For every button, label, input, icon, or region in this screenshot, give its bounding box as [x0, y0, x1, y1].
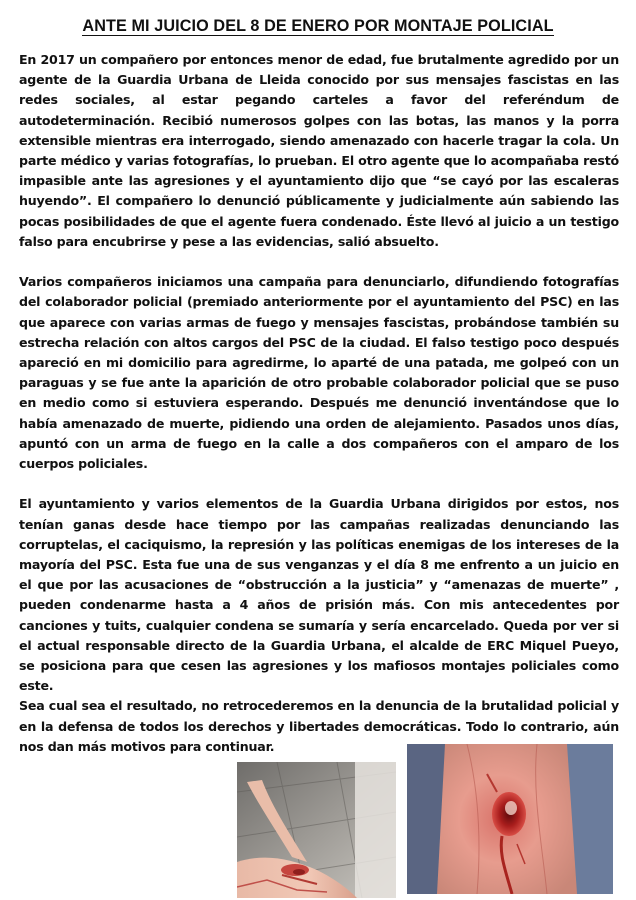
injury-photo-leg-image: [237, 762, 396, 898]
injury-photo-wound-closeup: [407, 744, 613, 894]
document-title: ANTE MI JUICIO DEL 8 DE ENERO POR MONTAJE POLICIAL: [82, 17, 554, 35]
paragraph-2: Varios compañeros iniciamos una campaña para denunciarlo, difundiendo fotografías del colaborador policial (premiado anteriormente por el ayuntamiento del PSC) en las que aparece con varias armas de fuego y mensajes fascistas, probándose también su estrecha relación con altos cargos del PSC de la ciudad. El falso testigo poco después apareció en mi domicilio para agredirme, lo aparté de una patada, me golpeó con un paraguas y se fue ante la aparición de otro probable colaborador policial que se puso en medio como si estuviera esperando. Después me denunció inventándose que lo había amenazado de muerte, pidiendo una orden de alejamiento. Pasados unos días, apuntó con un arma de fuego en la calle a dos compañeros con el amparo de los cuerpos policiales.: [19, 274, 619, 472]
paragraph-4: Sea cual sea el resultado, no retrocederemos en la denuncia de la brutalidad policial y en la defensa de todos los derechos y libertades democráticas. Todo lo contrario, aún nos dan más motivos para continuar.: [19, 698, 619, 754]
injury-photo-wound-image: [407, 744, 613, 894]
injury-photo-leg: [237, 762, 396, 898]
paragraph-3: El ayuntamiento y varios elementos de la Guardia Urbana dirigidos por estos, nos tenían ganas desde hace tiempo por las campañas realizadas denunciando las corruptelas, el caciquismo, la represión y las políticas enemigas de los intereses de la mayoría del PSC. Esta fue una de sus venganzas y el día 8 me enfrento a un juicio en el que por las acusaciones de “obstrucción a la justicia” y “amenazas de muerte” , pueden condenarme hasta a 4 años de prisión más. Con mis antecedentes por canciones y tuits, cualquier condena se sumaría y sería encarcelado. Queda por ver si el actual responsable directo de la Guardia Urbana, el alcalde de ERC Miquel Pueyo, se posiciona para que cesen las agresiones y los mafiosos montajes policiales como este.: [19, 496, 619, 694]
document-title-container: [0, 17, 636, 36]
document-body: [19, 50, 619, 757]
paragraph-1: En 2017 un compañero por entonces menor de edad, fue brutalmente agredido por un agente de la Guardia Urbana de Lleida conocido por sus mensajes fascistas en las redes sociales, al estar pegando carteles a favor del referéndum de autodeterminación. Recibió numerosos golpes con las botas, las manos y la porra extensible mientras era interrogado, siendo amenazado con hacerle tragar la cola. Un parte médico y varias fotografías, lo prueban. El otro agente que lo acompañaba restó impasible ante las agresiones y el ayuntamiento dijo que “se cayó por las escaleras huyendo”. El compañero lo denunció públicamente y judicialmente aún sabiendo las pocas posibilidades de que el agente fuera condenado. Éste llevó al juicio a un testigo falso para encubrirse y pese a las evidencias, salió absuelto.: [19, 52, 619, 249]
